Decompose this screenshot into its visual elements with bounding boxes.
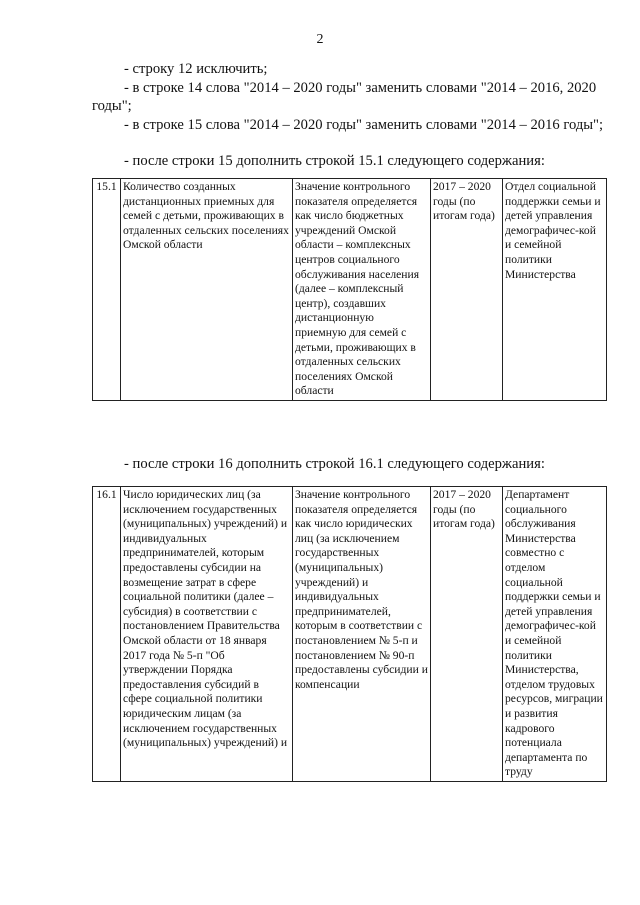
instruction-text: - в строке 14 слова "2014 – 2020 годы" заменить словами "2014 – 2016, 2020 годы"; <box>92 80 597 114</box>
table-row <box>93 487 607 782</box>
row-number-cell: 16.1 <box>93 487 121 782</box>
row-number-cell: 15.1 <box>93 179 121 401</box>
instruction-line-3 <box>92 116 612 134</box>
instruction-text: - после строки 15 дополнить строкой 15.1 следующего содержания: <box>124 153 545 169</box>
instruction-text: - после строки 16 дополнить строкой 16.1 следующего содержания: <box>124 456 545 472</box>
table-row-16-1 <box>92 486 607 782</box>
period-cell: 2017 – 2020 годы (по итогам года) <box>431 179 503 401</box>
method-cell: Значение контрольного показателя определяется как число юридических лиц (за исключением государственных (муниципальных) учреждений) и индивидуальных предпринимателей, которым в соответствии с постановлением № 5-п и постановлением № 90-п предоставлены субсидии и компенсации <box>293 487 431 782</box>
table-row-15-1 <box>92 178 607 401</box>
period-cell: 2017 – 2020 годы (по итогам года) <box>431 487 503 782</box>
instruction-text: - в строке 15 слова "2014 – 2020 годы" заменить словами "2014 – 2016 годы"; <box>124 117 604 133</box>
indicator-cell: Число юридических лиц (за исключением государственных (муниципальных) учреждений) и индивидуальных предпринимателей, которым предоставлены субсидии на возмещение затрат в сфере социальной политики (далее – субсидия) в соответствии с постановлением Правительства Омской области от 18 января 2017 года № 5-п "Об утверждении Порядка предоставления субсидий в сфере социальной политики юридическим лицам (за исключением государственных (муниципальных) учреждений) и <box>121 487 293 782</box>
responsible-cell: Отдел социальной поддержки семьи и детей управления демографичес-кой и семейной политики Министерства <box>503 179 607 401</box>
indicator-cell: Количество созданных дистанционных приемных для семей с детьми, проживающих в отдаленных сельских поселениях Омской области <box>121 179 293 401</box>
instruction-line-5 <box>92 455 612 473</box>
instruction-line-4 <box>92 152 612 170</box>
instruction-line-2 <box>92 79 612 115</box>
responsible-cell: Департамент социального обслуживания Министерства совместно с отделом социальной поддержки семьи и детей управления демографичес-кой и семейной политики Министерства, отделом трудовых ресурсов, миграции и развития кадрового потенциала департамента по труду <box>503 487 607 782</box>
page-number: 2 <box>316 32 324 47</box>
instruction-text: - строку 12 исключить; <box>124 61 268 77</box>
table-row <box>93 179 607 401</box>
instruction-line-1 <box>92 60 612 78</box>
method-cell: Значение контрольного показателя определяется как число бюджетных учреждений Омской области – комплексных центров социального обслуживания населения (далее – комплексный центр), создавших дистанционную приемную для семей с детьми, проживающих в отдаленных сельских поселениях Омской области <box>293 179 431 401</box>
